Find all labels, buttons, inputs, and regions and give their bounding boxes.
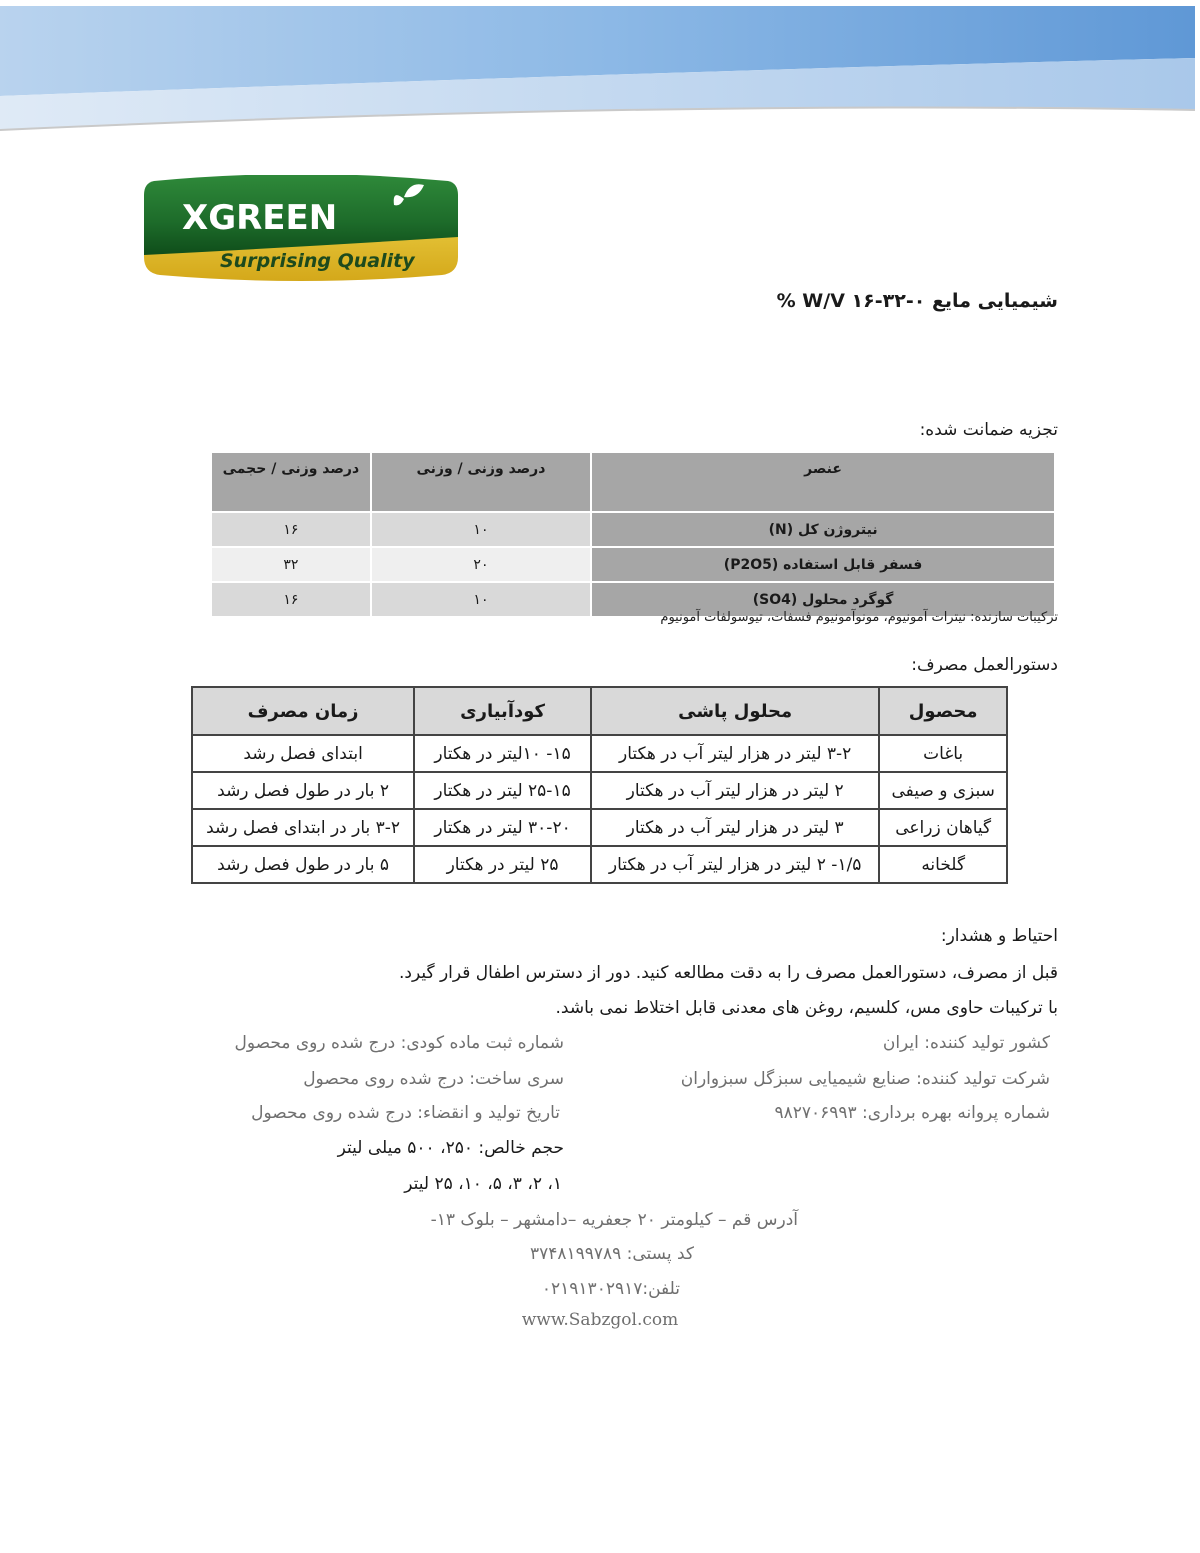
crop-cell: سبزی و صیفی (879, 772, 1007, 809)
header-ww: درصد وزنی / وزنی (371, 452, 591, 512)
spray-cell: ۱/۵- ۲ لیتر در هزار لیتر آب در هکتار (591, 846, 879, 883)
usage-label: دستورالعمل مصرف: (911, 655, 1058, 675)
time-cell: ۵ بار در طول فصل رشد (192, 846, 414, 883)
volume-info-2: ۱، ۲، ۳، ۵، ۱۰، ۲۵ لیتر (404, 1174, 562, 1194)
spray-cell: ۲ لیتر در هزار لیتر آب در هکتار (591, 772, 879, 809)
ww-cell: ۱۰ (371, 582, 591, 617)
analysis-table (210, 451, 1056, 618)
time-cell: ۲ بار در طول فصل رشد (192, 772, 414, 809)
usage-header-row (192, 687, 1007, 735)
warning-line-2: با ترکیبات حاوی مس، کلسیم، روغن های معدنی قابل اختلاط نمی باشد. (555, 998, 1058, 1018)
batch-info: سری ساخت: درج شده روی محصول (303, 1069, 564, 1089)
element-cell: نیتروژن کل (N) (591, 512, 1055, 547)
header-time: زمان مصرف (192, 687, 414, 735)
analysis-header-row (211, 452, 1055, 512)
header-crop: محصول (879, 687, 1007, 735)
header-wv: درصد وزنی / حجمی (211, 452, 371, 512)
table-row (192, 846, 1007, 883)
warning-line-1: قبل از مصرف، دستورالعمل مصرف را به دقت مطالعه کنید. دور از دسترس اطفال قرار گیرد. (398, 963, 1058, 983)
warning-label: احتیاط و هشدار: (940, 926, 1058, 946)
registration-info: شماره ثبت ماده کودی: درج شده روی محصول (234, 1033, 564, 1053)
element-cell: فسفر قابل استفاده (P2O5) (591, 547, 1055, 582)
company-info: شرکت تولید کننده: صنایع شیمیایی سبزگل سبزواران (680, 1069, 1050, 1089)
header-fertigation: کودآبیاری (414, 687, 591, 735)
xgreen-logo (142, 175, 460, 283)
fertigation-cell: ۱۵- ۱۰لیتر در هکتار (414, 735, 591, 772)
table-row (192, 809, 1007, 846)
table-row (192, 735, 1007, 772)
country-info: کشور تولید کننده: ایران (882, 1033, 1050, 1053)
crop-cell: گلخانه (879, 846, 1007, 883)
dates-info: تاریخ تولید و انقضاء: درج شده روی محصول (251, 1103, 560, 1123)
ingredients-note: ترکیبات سازنده: نیترات آمونیوم، مونوآمونیوم فسفات، تیوسولفات آمونیوم (660, 610, 1058, 625)
license-info: شماره پروانه بهره برداری: ۹۸۲۷۰۶۹۹۳ (774, 1103, 1050, 1123)
table-row (211, 547, 1055, 582)
website-link[interactable]: www.Sabzgol.com (521, 1310, 679, 1330)
fertigation-cell: ۳۰-۲۰ لیتر در هکتار (414, 809, 591, 846)
ww-cell: ۱۰ (371, 512, 591, 547)
phone-info: تلفن:۰۲۱۹۱۳۰۲۹۱۷ (541, 1279, 680, 1299)
ww-cell: ۲۰ (371, 547, 591, 582)
fertigation-cell: ۲۵ لیتر در هکتار (414, 846, 591, 883)
spray-cell: ۳ لیتر در هزار لیتر آب در هکتار (591, 809, 879, 846)
time-cell: ابتدای فصل رشد (192, 735, 414, 772)
wv-cell: ۳۲ (211, 547, 371, 582)
crop-cell: باغات (879, 735, 1007, 772)
address-info: آدرس قم – کیلومتر ۲۰ جعفریه –دامشهر – بلوک ۱۳- (430, 1210, 798, 1230)
page-title: شیمیایی مایع ۰-۳۲-۱۶ W/V % (776, 290, 1058, 312)
volume-info: حجم خالص: ۲۵۰، ۵۰۰ میلی لیتر (337, 1138, 564, 1158)
analysis-label: تجزیه ضمانت شده: (919, 420, 1058, 440)
table-row (192, 772, 1007, 809)
element-cell: گوگرد محلول (SO4) (591, 582, 1055, 617)
fertigation-cell: ۲۵-۱۵ لیتر در هکتار (414, 772, 591, 809)
wv-cell: ۱۶ (211, 512, 371, 547)
wv-cell: ۱۶ (211, 582, 371, 617)
logo-brand-text: XGREEN (182, 198, 338, 238)
header-banner (0, 0, 1200, 135)
logo-tagline-text: Surprising Quality (220, 250, 415, 272)
header-spray: محلول پاشی (591, 687, 879, 735)
spray-cell: ۳-۲ لیتر در هزار لیتر آب در هکتار (591, 735, 879, 772)
usage-table (191, 686, 1008, 884)
crop-cell: گیاهان زراعی (879, 809, 1007, 846)
header-element: عنصر (591, 452, 1055, 512)
table-row (211, 512, 1055, 547)
postal-info: کد پستی: ۳۷۴۸۱۹۹۷۸۹ (529, 1244, 694, 1264)
time-cell: ۳-۲ بار در ابتدای فصل رشد (192, 809, 414, 846)
